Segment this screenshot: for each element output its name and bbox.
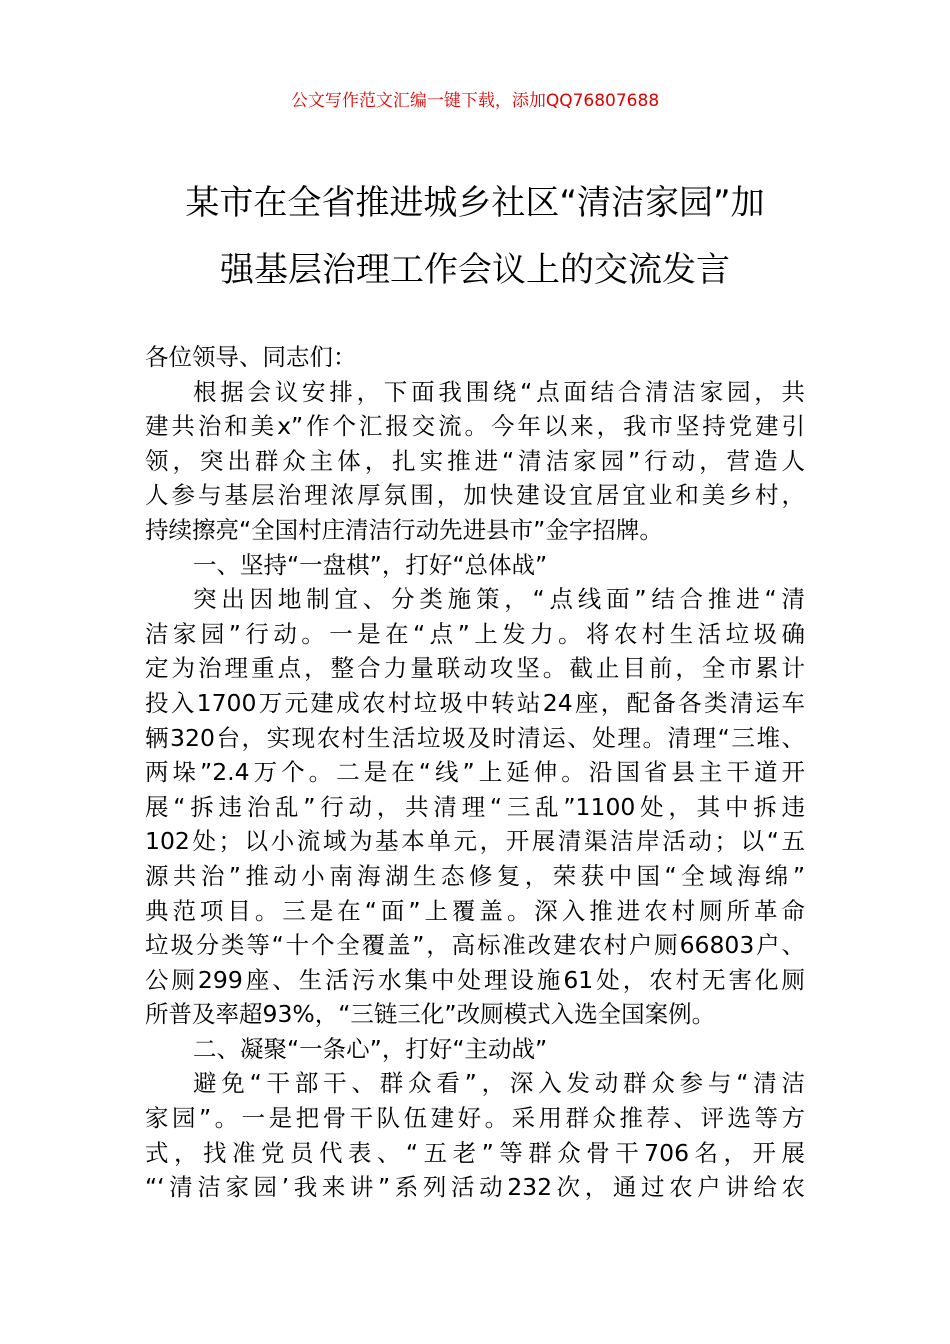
document-title-line-1: 某市在全省推进城乡社区“清洁家园”加 [185,183,765,223]
text-line: 人参与基层治理浓厚氛围，加快建设宜居宜业和美乡村， [145,481,805,510]
text-line: 二、凝聚“一条心”，打好“主动战” [193,1034,548,1063]
text-line: 源共治”推动小南海湖生态修复，荣获中国“全域海绵” [145,861,805,890]
text-line: 投入1700万元建成农村垃圾中转站24座，配备各类清运车 [145,688,805,717]
text-line: 垃圾分类等“十个全覆盖”，高标准改建农村户厕66803户、 [145,931,805,960]
text-line: 定为治理重点，整合力量联动攻坚。截止目前，全市累计 [145,654,805,683]
text-line: “‘清洁家园’我来讲”系列活动232次，通过农户讲给农 [145,1173,805,1202]
text-line: 所普及率超93%，“三链三化”改厕模式入选全国案例。 [145,1000,716,1029]
text-line: 家园”。一是把骨干队伍建好。采用群众推荐、评选等方 [145,1104,805,1133]
text-line: 公厕299座、生活污水集中处理设施61处，农村无害化厕 [145,965,805,994]
text-line: 持续擦亮“全国村庄清洁行动先进县市”金字招牌。 [145,515,663,544]
text-line: 洁家园”行动。一是在“点”上发力。将农村生活垃圾确 [145,619,805,648]
document-body [145,340,805,1205]
text-line: 式，找准党员代表、“五老”等群众骨干706名，开展 [145,1138,805,1167]
download-banner: 公文写作范文汇编一键下载，添加QQ76807688 [290,91,660,111]
text-line: 根据会议安排，下面我围绕“点面结合清洁家园，共 [193,377,805,406]
text-line: 建共治和美x”作个汇报交流。今年以来，我市坚持党建引 [145,412,805,441]
text-line: 领，突出群众主体，扎实推进“清洁家园”行动，营造人 [145,446,805,475]
text-line: 展“拆违治乱”行动，共清理“三乱”1100处，其中拆违 [145,792,805,821]
text-line: 突出因地制宜、分类施策，“点线面”结合推进“清 [193,585,805,614]
text-line: 一、坚持“一盘棋”，打好“总体战” [193,550,548,579]
text-line: 两垛”2.4万个。二是在“线”上延伸。沿国省县主干道开 [145,758,805,787]
text-line: 102处；以小流域为基本单元，开展清渠洁岸活动；以“五 [145,827,805,856]
text-line: 典范项目。三是在“面”上覆盖。深入推进农村厕所革命 [145,896,805,925]
document-title-line-2: 强基层治理工作会议上的交流发言 [220,250,730,290]
text-line: 各位领导、同志们： [145,343,357,371]
text-line: 避免“干部干、群众看”，深入发动群众参与“清洁 [193,1069,805,1098]
text-line: 辆320台，实现农村生活垃圾及时清运、处理。清理“三堆、 [145,723,805,752]
